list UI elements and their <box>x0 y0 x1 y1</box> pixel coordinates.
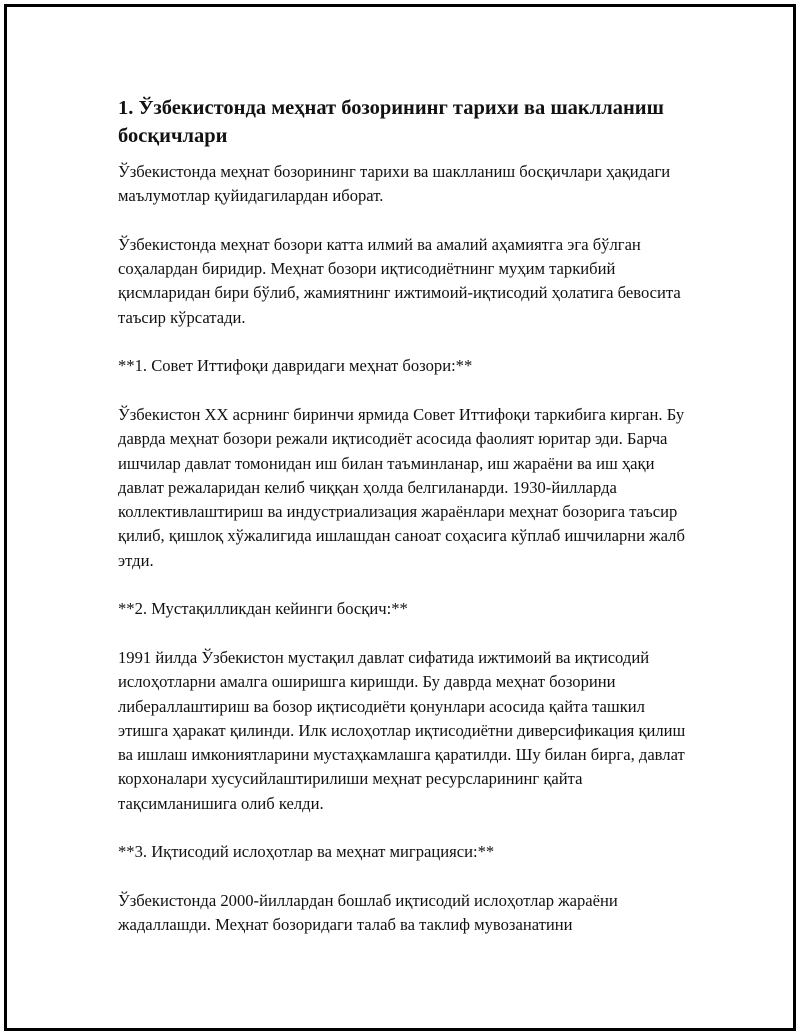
section-heading-soviet: **1. Совет Иттифоқи давридаги меҳнат бозори:** <box>118 356 473 376</box>
document-body <box>118 94 688 938</box>
document-title: 1. Ўзбекистонда меҳнат бозорининг тарихи ва шаклланиш босқичлари <box>118 97 664 147</box>
section-heading-reforms: **3. Иқтисодий ислоҳотлар ва меҳнат миграцияси:** <box>118 842 495 862</box>
paragraph-overview: Ўзбекистонда меҳнат бозори катта илмий ва амалий аҳамиятга эга бўлган соҳалардан биридир. Меҳнат бозори иқтисодиётнинг муҳим таркибий қисмларидан бири бўлиб, жамиятнинг ижтимоий-иқтисодий ҳолатига бевосита таъсир кўрсатади. <box>118 234 681 327</box>
paragraph-reforms: Ўзбекистонда 2000-йиллардан бошлаб иқтисодий ислоҳотлар жараёни жадаллашди. Меҳнат бозоридаги талаб ва таклиф мувозанатини <box>118 890 618 935</box>
paragraph-soviet: Ўзбекистон XX асрнинг биринчи ярмида Совет Иттифоқи таркибига кирган. Бу даврда меҳнат бозори режали иқтисодиёт асосида фаолият юритар эди. Барча ишчилар давлат томонидан иш билан таъминланар, иш жараёни ва иш ҳақи давлат режаларидан келиб чиққан ҳолда белгиланарди. 1930-йилларда коллективлаштириш ва индустриализация жараёнлари меҳнат бозорига таъсир қилиб, қишлоқ хўжалигида ишлашдан саноат соҳасига кўплаб ишчиларни жалб этди. <box>118 404 685 570</box>
section-heading-independence: **2. Мустақилликдан кейинги босқич:** <box>118 599 408 619</box>
paragraph-independence: 1991 йилда Ўзбекистон мустақил давлат сифатида ижтимоий ва иқтисодий ислоҳотларни амалга оширишга киришди. Бу даврда меҳнат бозорини либераллаштириш ва бозор иқтисодиёти қонунлари асосида қайта ташкил этишга ҳаракат қилинди. Илк ислоҳотлар иқтисодиётни диверсификация қилиш ва ишлаш имкониятларини мустаҳкамлашга қаратилди. Шу билан бирга, давлат корхоналари хусусийлаштирилиши меҳнат ресурсларининг қайта тақсимланишига олиб келди. <box>118 647 686 813</box>
paragraph-intro: Ўзбекистонда меҳнат бозорининг тарихи ва шаклланиш босқичлари ҳақидаги маълумотлар қуйидагилардан иборат. <box>118 162 671 206</box>
